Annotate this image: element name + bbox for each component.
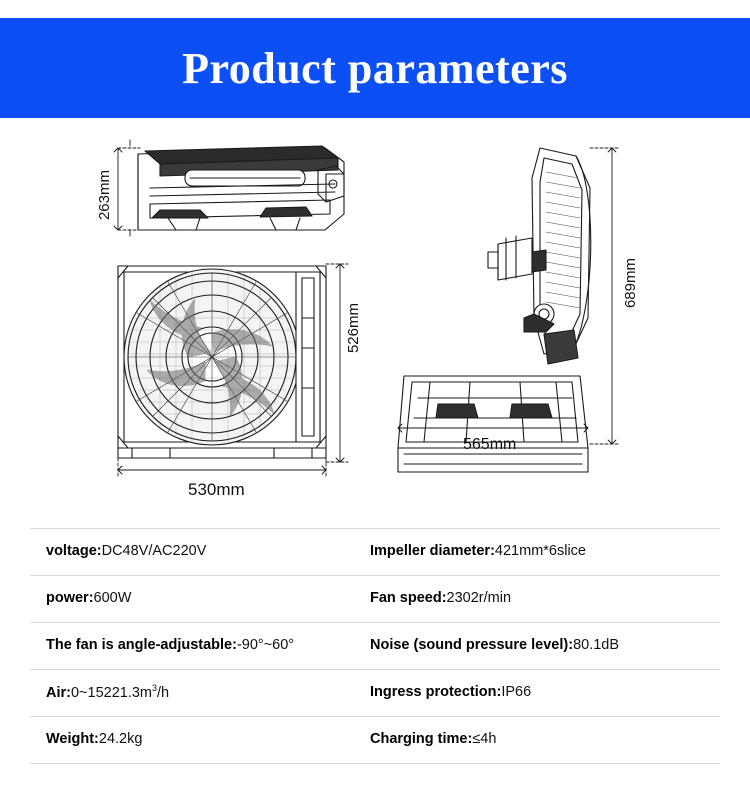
- spec-value: ≤4h: [472, 731, 497, 748]
- table-row: [30, 576, 720, 623]
- dimension-label-565mm: 565mm: [463, 436, 517, 453]
- dim-526: [326, 264, 348, 462]
- spec-value: IP66: [501, 684, 532, 701]
- spec-key: Air:: [46, 685, 71, 702]
- spec-key: voltage:: [46, 543, 102, 560]
- spec-value: $0\sim 15221.3m^3/h$: [70, 683, 170, 702]
- spec-voltage: [30, 543, 362, 560]
- table-row: [30, 670, 720, 717]
- table-row: [30, 528, 720, 576]
- spec-weight: [30, 731, 362, 748]
- spec-key: Noise (sound pressure level):: [370, 637, 574, 654]
- dim-689: [590, 148, 620, 444]
- spec-value: 2302r/min: [446, 590, 512, 607]
- spec-fan-speed: [362, 590, 720, 607]
- dimension-label-526mm: 526mm: [345, 303, 362, 354]
- spec-angle-adjustable: [30, 637, 362, 654]
- dim-530: [118, 458, 326, 478]
- top-view-drawing: [138, 146, 344, 230]
- spec-value: 80.1dB: [573, 637, 620, 654]
- dim-263: [114, 140, 140, 236]
- spec-key: power:: [46, 590, 94, 607]
- spec-value: DC48V/AC220V: [101, 543, 207, 560]
- front-view-drawing: [118, 266, 326, 458]
- table-row: [30, 717, 720, 764]
- spec-key: Ingress protection:: [370, 684, 502, 701]
- spec-value: -90°~60°: [236, 637, 295, 654]
- spec-power: [30, 590, 362, 607]
- dimension-label-263mm: 263mm: [96, 170, 113, 221]
- spec-air-volume: [30, 683, 362, 702]
- page-title: Product parameters: [182, 43, 568, 93]
- page-header-banner: [0, 18, 750, 118]
- spec-key: The fan is angle-adjustable:: [46, 637, 237, 654]
- spec-value: 24.2kg: [98, 731, 143, 748]
- spec-impeller-diameter: [362, 543, 720, 560]
- technical-drawings: [0, 118, 750, 518]
- spec-charging-time: [362, 731, 720, 748]
- spec-noise: [362, 637, 720, 654]
- dimension-label-689mm: 689mm: [622, 258, 639, 309]
- spec-key: Weight:: [46, 731, 99, 748]
- spec-value: 600W: [93, 590, 132, 607]
- specs-table: [30, 528, 720, 764]
- table-row: [30, 623, 720, 670]
- spec-key: Fan speed:: [370, 590, 447, 607]
- spec-key: Charging time:: [370, 731, 473, 748]
- spec-value: 421mm*6slice: [494, 543, 586, 560]
- spec-ingress-protection: [362, 684, 720, 701]
- spec-key: Impeller diameter:: [370, 543, 495, 560]
- side-view-drawing: [398, 148, 591, 472]
- dimension-label-530mm: 530mm: [188, 480, 245, 499]
